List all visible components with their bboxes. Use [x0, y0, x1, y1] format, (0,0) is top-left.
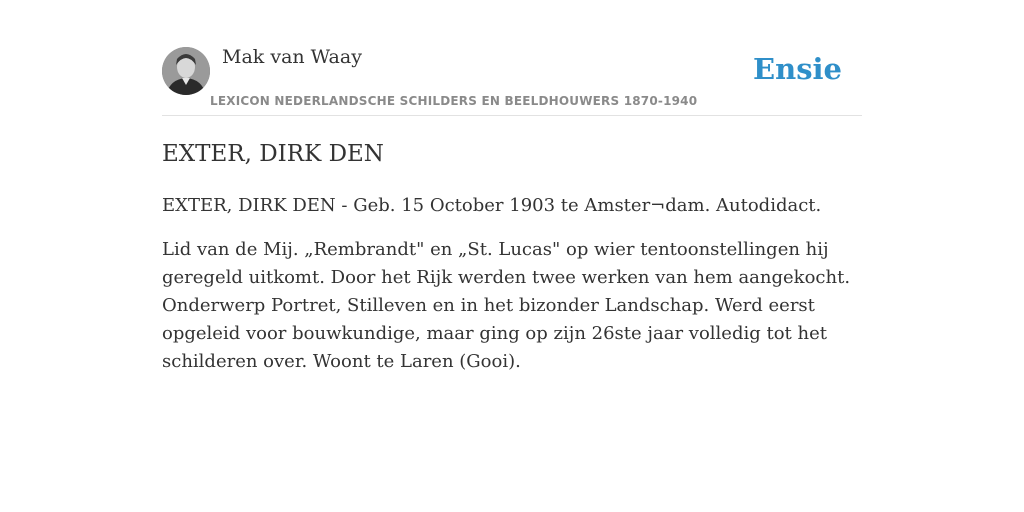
author-avatar[interactable] — [162, 47, 210, 95]
article-title: EXTER, DIRK DEN — [162, 141, 384, 167]
article-paragraph: EXTER, DIRK DEN - Geb. 15 October 1903 te Amster¬dam. Autodidact. — [162, 195, 822, 216]
article-paragraph: Lid van de Mij. „Rembrandt" en „St. Lucas" op wier tentoonstellingen hij geregeld uitkomt. Door het Rijk werden twee werken van hem aangekocht. Onderwerp Portret, Stilleven en in het bizonder Landschap. Werd eerst opgeleid voor bouwkundige, maar ging op zijn 26ste jaar volledig tot het schilderen over. Woont te Laren (Gooi). — [162, 239, 851, 372]
portrait-image — [162, 47, 210, 95]
header — [162, 46, 862, 116]
ensie-logo[interactable]: Ensie — [753, 52, 842, 86]
source-title[interactable]: LEXICON NEDERLANDSCHE SCHILDERS EN BEELDHOUWERS 1870-1940 — [210, 94, 698, 108]
author-name[interactable]: Mak van Waay — [222, 46, 362, 68]
article — [162, 138, 862, 392]
